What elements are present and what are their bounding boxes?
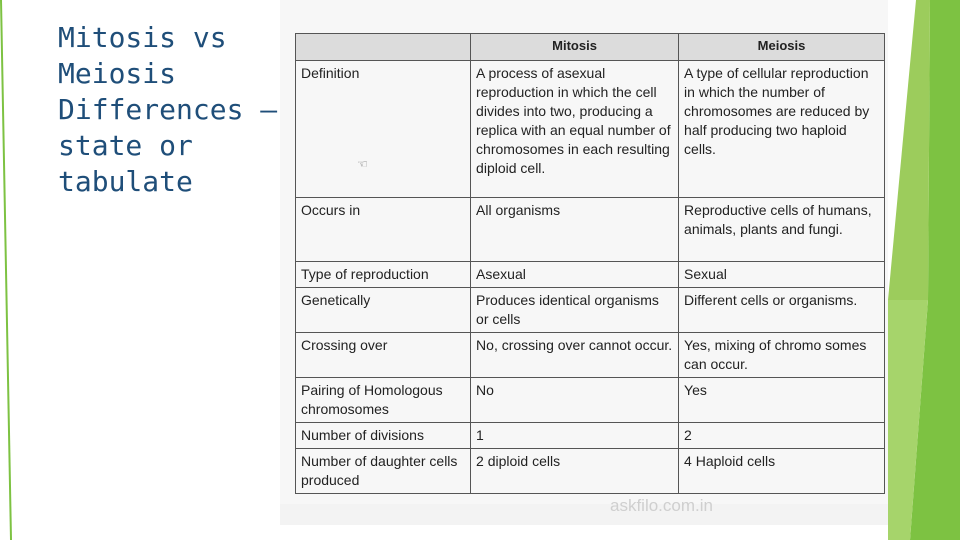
table-row [296,423,885,449]
watermark: askfilo.com.in [610,496,713,515]
table-row [296,262,885,288]
meiosis-cell: A type of cellular reproduction in which the number of chromosomes are reduced by half producing two haploid cells. [679,61,885,198]
header-meiosis: Meiosis [679,34,885,61]
feature-cell: Number of divisions [296,423,471,449]
mitosis-cell: No [471,378,679,423]
mitosis-cell: 2 diploid cells [471,449,679,494]
mitosis-cell: A process of asexual reproduction in which the cell divides into two, producing a replica with an equal number of chromosomes in each resulting diploid cell. [471,61,679,198]
left-accent-line [0,0,20,540]
feature-cell: Number of daughter cells produced [296,449,471,494]
meiosis-cell: Sexual [679,262,885,288]
meiosis-cell: 4 Haploid cells [679,449,885,494]
meiosis-cell: Yes [679,378,885,423]
table-photo [280,0,888,525]
cursor-mark-icon: ☜ [357,157,368,171]
mitosis-cell: Produces identical organisms or cells [471,288,679,333]
table-row [296,333,885,378]
table-row [296,61,885,198]
feature-cell: Genetically [296,288,471,333]
photo-bottom-strip [280,504,888,525]
meiosis-cell: Reproductive cells of humans, animals, plants and fungi. [679,198,885,262]
mitosis-cell: All organisms [471,198,679,262]
meiosis-cell: 2 [679,423,885,449]
feature-cell: Crossing over [296,333,471,378]
header-feature [296,34,471,61]
mitosis-cell: 1 [471,423,679,449]
right-accent-panel [888,0,960,540]
table-row [296,449,885,494]
table-header-row [296,34,885,61]
table-row [296,198,885,262]
mitosis-cell: No, crossing over cannot occur. [471,333,679,378]
meiosis-cell: Yes, mixing of chromo somes can occur. [679,333,885,378]
feature-cell: Pairing of Homologous chromosomes [296,378,471,423]
comparison-table [295,33,885,494]
meiosis-cell: Different cells or organisms. [679,288,885,333]
feature-cell: Occurs in [296,198,471,262]
mitosis-cell: Asexual [471,262,679,288]
feature-cell: Definition [296,61,471,198]
slide-title: Mitosis vs Meiosis Differences – state or tabulate [58,21,278,198]
header-mitosis: Mitosis [471,34,679,61]
table-row [296,288,885,333]
feature-cell: Type of reproduction [296,262,471,288]
table-row [296,378,885,423]
